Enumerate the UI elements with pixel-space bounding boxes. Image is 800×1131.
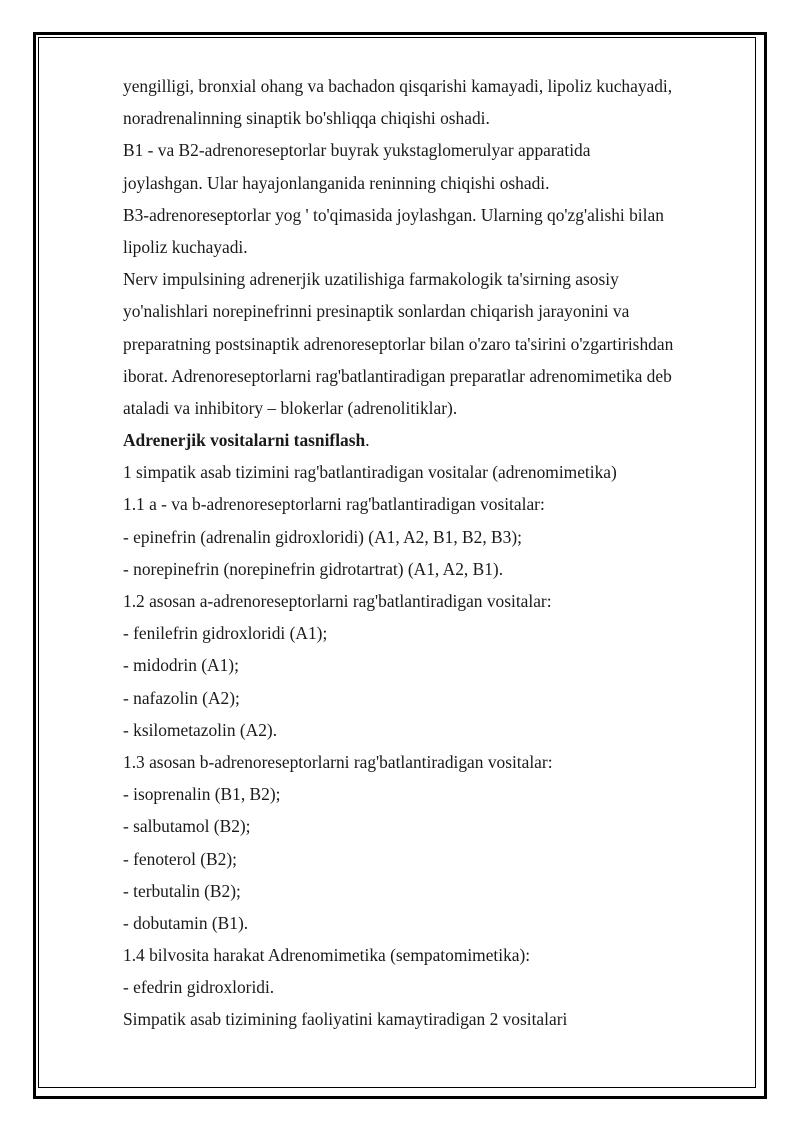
paragraph-line: ataladi va inhibitory – blokerlar (adrenolitiklar). [123,397,458,418]
section-heading-bold: Adrenerjik vositalarni tasniflash [123,430,366,451]
list-line: 1.4 bilvosita harakat Adrenomimetika (sempatomimetika): [123,945,531,966]
list-line: - isoprenalin (B1, B2); [123,784,281,805]
list-line: - efedrin gidroxloridi. [123,977,275,998]
document-body [123,70,723,1036]
paragraph-line: iborat. Adrenoreseptorlarni rag'batlantiradigan preparatlar adrenomimetika deb [123,365,672,386]
list-line: 1 simpatik asab tizimini rag'batlantiradigan vositalar (adrenomimetika) [123,462,617,483]
list-line: - nafazolin (A2); [123,687,240,708]
paragraph-line: preparatning postsinaptik adrenoreseptorlar bilan o'zaro ta'sirini o'zgartirishdan [123,333,674,354]
paragraph-line: lipoliz kuchayadi. [123,236,248,257]
list-line: - fenilefrin gidroxloridi (A1); [123,623,328,644]
paragraph-line: joylashgan. Ular hayajonlanganida reninning chiqishi oshadi. [123,172,550,193]
list-line: - fenoterol (B2); [123,848,237,869]
list-line: 1.1 a - va b-adrenoreseptorlarni rag'batlantiradigan vositalar: [123,494,545,515]
list-line: 1.3 asosan b-adrenoreseptorlarni rag'batlantiradigan vositalar: [123,751,553,772]
paragraph-line: B1 - va B2-adrenoreseptorlar buyrak yukstaglomerulyar apparatida [123,140,591,161]
list-line: - midodrin (A1); [123,655,239,676]
section-heading-tail: . [365,430,370,451]
paragraph-line: yo'nalishlari norepinefrinni presinaptik sonlardan chiqarish jarayonini va [123,301,630,322]
list-line: - norepinefrin (norepinefrin gidrotartrat) (A1, A2, B1). [123,558,504,579]
list-line: 1.2 asosan a-adrenoreseptorlarni rag'batlantiradigan vositalar: [123,591,552,611]
paragraph-line: noradrenalinning sinaptik bo'shliqqa chiqishi oshadi. [123,108,490,129]
list-line: - salbutamol (B2); [123,816,251,837]
list-line: - terbutalin (B2); [123,880,241,901]
list-line: - ksilometazolin (A2). [123,719,278,740]
list-line: - epinefrin (adrenalin gidroxloridi) (A1, A2, B1, B2, B3); [123,526,522,547]
paragraph-line: yengilligi, bronxial ohang va bachadon qisqarishi kamayadi, lipoliz kuchayadi, [123,76,673,96]
paragraph-line: Nerv impulsining adrenerjik uzatilishiga farmakologik ta'sirning asosiy [123,269,619,290]
section-heading [123,424,723,456]
list-line: - dobutamin (B1). [123,912,249,933]
list-line: Simpatik asab tizimining faoliyatini kamaytiradigan 2 vositalari [123,1009,568,1030]
paragraph-line: B3-adrenoreseptorlar yog ' to'qimasida joylashgan. Ularning qo'zg'alishi bilan [123,204,664,225]
